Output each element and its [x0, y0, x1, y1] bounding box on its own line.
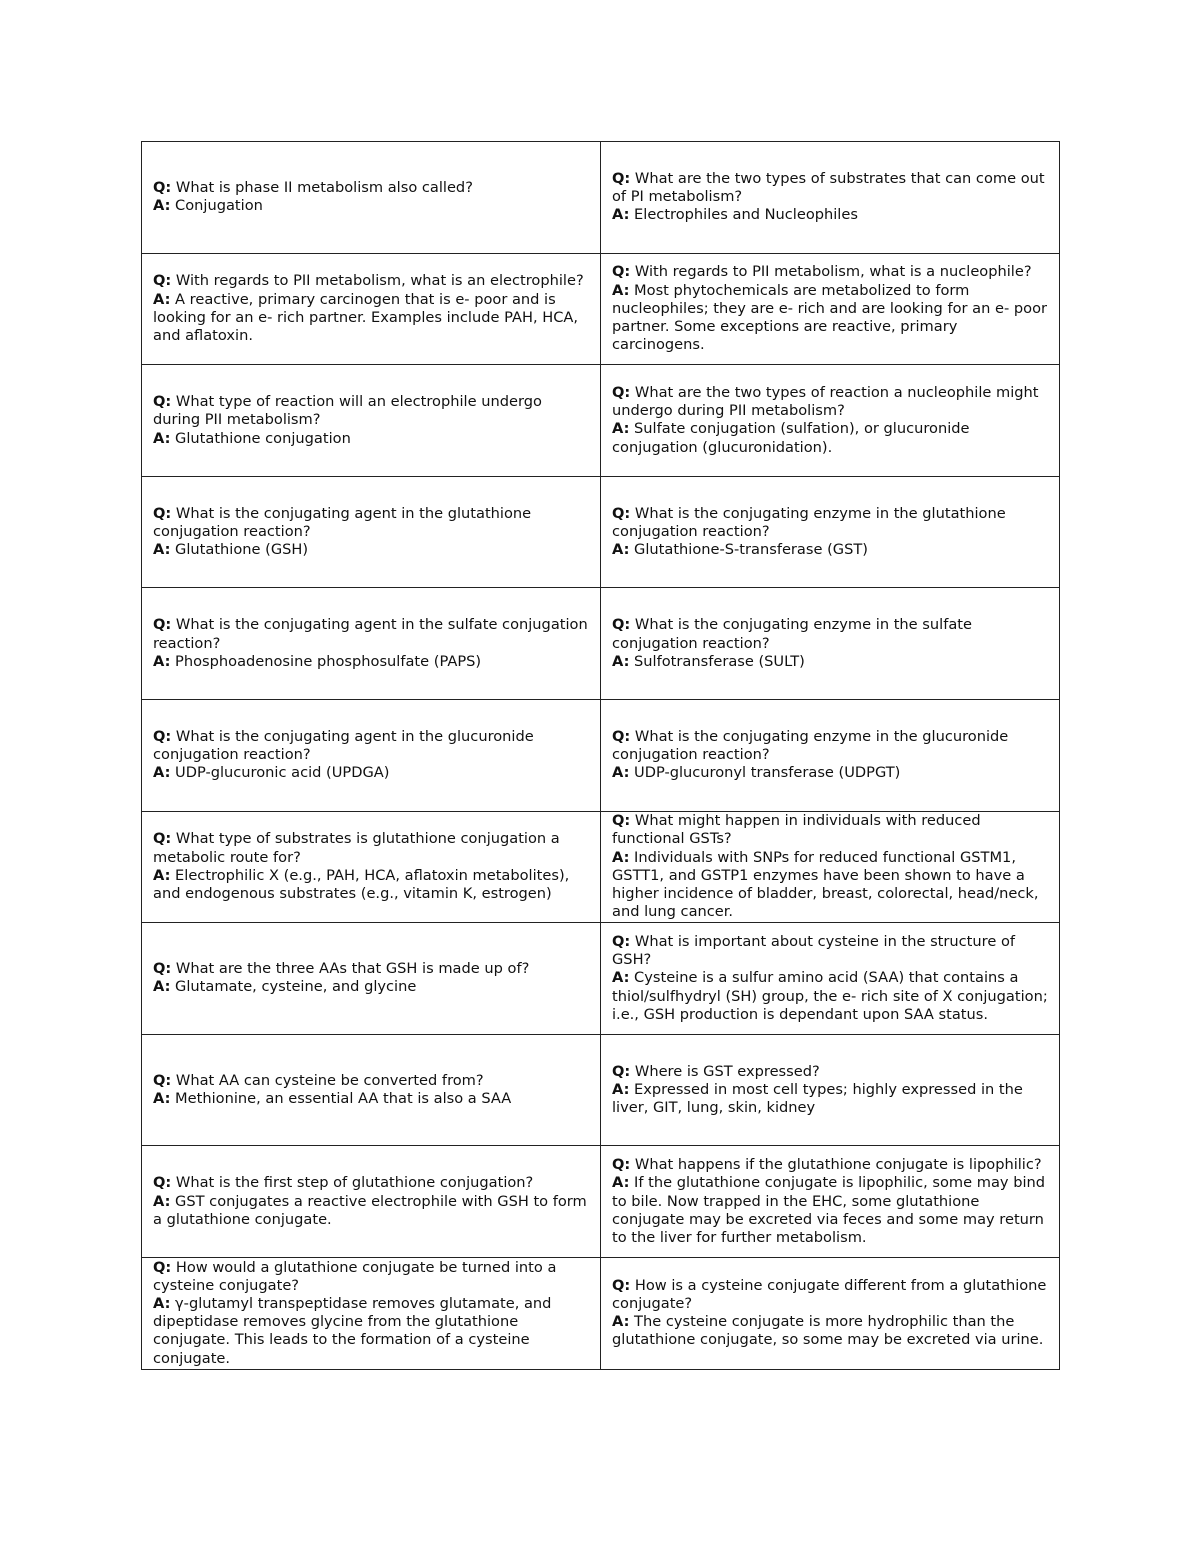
answer [153, 1295, 590, 1368]
answer-text: Most phytochemicals are metabolized to form nucleophiles; they are e- rich and are looking for an e- poor partner. Some exceptions are reactive, primary carcinogens. [612, 281, 1048, 354]
flashcard-cell [601, 142, 1060, 254]
answer [153, 197, 590, 215]
answer-label: A: [153, 866, 171, 884]
question [612, 616, 1049, 652]
answer-label: A: [153, 978, 171, 996]
question-label: Q: [153, 1258, 172, 1276]
answer-text: UDP-glucuronic acid (UPDGA) [175, 764, 390, 782]
question [153, 616, 590, 652]
answer-label: A: [153, 764, 171, 782]
answer-label: A: [153, 290, 171, 308]
answer [612, 420, 1049, 456]
question-text: What is the conjugating enzyme in the sulfate conjugation reaction? [612, 616, 972, 652]
answer-label: A: [153, 652, 171, 670]
question-label: Q: [153, 272, 172, 290]
question-text: What is the conjugating enzyme in the glutathione conjugation reaction? [612, 504, 1006, 540]
answer-text: Expressed in most cell types; highly expressed in the liver, GIT, lung, skin, kidney [612, 1080, 1023, 1117]
answer-text: If the glutathione conjugate is lipophilic, some may bind to bile. Now trapped in the EHC, some glutathione conjugate may be excreted via feces and some may return to the liver for further metabolism. [612, 1174, 1046, 1246]
answer [612, 1174, 1049, 1247]
flashcard-row [142, 1034, 1060, 1146]
answer-label: A: [153, 541, 171, 559]
answer-text: γ-glutamyl transpeptidase removes glutamate, and dipeptidase removes glycine from the glutathione conjugate. This leads to the formation of a cysteine conjugate. [153, 1295, 552, 1367]
question [153, 1072, 590, 1090]
answer-text: Glutamate, cysteine, and glycine [175, 978, 417, 996]
flashcard-row [142, 923, 1060, 1035]
answer-text: Glutathione conjugation [175, 429, 351, 447]
question-label: Q: [612, 1062, 631, 1080]
question-text: What type of substrates is glutathione conjugation a metabolic route for? [153, 830, 560, 866]
answer-label: A: [153, 197, 171, 215]
flashcard-cell [142, 365, 601, 477]
question-text: What is the first step of glutathione conjugation? [175, 1174, 534, 1192]
answer-text: Phosphoadenosine phosphosulfate (PAPS) [175, 652, 482, 670]
question-text: With regards to PII metabolism, what is a nucleophile? [634, 263, 1032, 281]
question-text: What happens if the glutathione conjugate is lipophilic? [634, 1156, 1042, 1174]
question-text: What is important about cysteine in the structure of GSH? [612, 932, 1016, 969]
answer-text: Electrophiles and Nucleophiles [634, 206, 858, 224]
answer [153, 291, 590, 346]
answer-text: GST conjugates a reactive electrophile with GSH to form a glutathione conjugate. [153, 1192, 587, 1228]
answer-text: Cysteine is a sulfur amino acid (SAA) that contains a thiol/sulfhydryl (SH) group, the e- rich site of X conjugation; i.e., GSH production is dependant upon SAA status. [612, 969, 1048, 1023]
answer-label: A: [612, 541, 630, 559]
flashcard-row [142, 253, 1060, 365]
flashcard-table-body [142, 142, 1060, 1370]
answer-label: A: [612, 969, 630, 987]
question [612, 1156, 1049, 1174]
flashcard-row [142, 142, 1060, 254]
question-label: Q: [153, 1071, 172, 1089]
answer [153, 764, 590, 782]
flashcard-cell [142, 476, 601, 588]
answer [153, 867, 590, 903]
question [153, 179, 590, 197]
question [612, 263, 1049, 281]
question-label: Q: [612, 1156, 631, 1174]
question-label: Q: [612, 384, 631, 402]
question-label: Q: [612, 504, 631, 522]
flashcard-row [142, 811, 1060, 923]
flashcard-row [142, 365, 1060, 477]
question [153, 393, 590, 429]
flashcard-cell [142, 1146, 601, 1258]
flashcard-cell [142, 811, 601, 923]
question [612, 505, 1049, 541]
question-text: What are the three AAs that GSH is made up of? [175, 960, 530, 978]
question [612, 1277, 1049, 1313]
answer-label: A: [612, 1080, 630, 1098]
answer-label: A: [153, 1090, 171, 1108]
question-label: Q: [153, 727, 172, 745]
flashcard-cell [601, 1034, 1060, 1146]
answer [612, 541, 1049, 559]
answer-label: A: [612, 420, 630, 438]
answer [612, 206, 1049, 224]
flashcard-row [142, 1146, 1060, 1258]
question-label: Q: [612, 812, 631, 830]
answer [153, 653, 590, 671]
flashcard-cell [601, 811, 1060, 923]
question [153, 830, 590, 866]
answer-label: A: [612, 1174, 630, 1192]
answer-label: A: [612, 206, 630, 224]
flashcard-row [142, 476, 1060, 588]
question [153, 960, 590, 978]
question [612, 933, 1049, 969]
flashcard-cell [142, 699, 601, 811]
question [153, 505, 590, 541]
answer-text: Sulfotransferase (SULT) [634, 652, 805, 670]
flashcard-cell [601, 588, 1060, 700]
question-text: What is the conjugating agent in the glucuronide conjugation reaction? [153, 727, 534, 764]
answer [612, 969, 1049, 1024]
answer-label: A: [612, 652, 630, 670]
question-text: How is a cysteine conjugate different from a glutathione conjugate? [612, 1276, 1047, 1313]
flashcard-row [142, 699, 1060, 811]
answer [612, 653, 1049, 671]
answer-text: Conjugation [175, 197, 263, 215]
question-text: What is the conjugating agent in the sulfate conjugation reaction? [153, 616, 588, 652]
question-text: What are the two types of reaction a nucleophile might undergo during PII metabolism? [612, 384, 1039, 420]
answer [153, 978, 590, 996]
question [153, 1174, 590, 1192]
answer [612, 282, 1049, 355]
flashcard-cell [142, 1034, 601, 1146]
question-text: What is phase II metabolism also called? [175, 179, 473, 197]
question-text: What AA can cysteine be converted from? [175, 1071, 484, 1089]
question [612, 812, 1049, 848]
answer-label: A: [612, 281, 630, 299]
flashcard-cell [142, 588, 601, 700]
question-label: Q: [153, 1174, 172, 1192]
question [153, 728, 590, 764]
flashcard-row [142, 1257, 1060, 1369]
question-label: Q: [612, 616, 631, 634]
answer [612, 1313, 1049, 1349]
question-label: Q: [153, 830, 172, 848]
question-label: Q: [612, 932, 631, 950]
answer [612, 764, 1049, 782]
flashcard-cell [142, 923, 601, 1035]
answer-label: A: [153, 1295, 171, 1313]
answer-label: A: [153, 1192, 171, 1210]
answer-label: A: [153, 429, 171, 447]
flashcard-cell [142, 142, 601, 254]
question-label: Q: [612, 1276, 631, 1294]
question-text: With regards to PII metabolism, what is an electrophile? [175, 272, 584, 290]
question-label: Q: [153, 960, 172, 978]
answer [153, 1193, 590, 1229]
question-text: What is the conjugating agent in the glutathione conjugation reaction? [153, 504, 532, 540]
answer-label: A: [612, 764, 630, 782]
answer-label: A: [612, 848, 630, 866]
answer-text: A reactive, primary carcinogen that is e- poor and is looking for an e- rich partner. Examples include PAH, HCA, and aflatoxin. [153, 290, 579, 345]
answer [153, 430, 590, 448]
question [153, 1259, 590, 1295]
question [612, 384, 1049, 420]
flashcard-cell [601, 1146, 1060, 1258]
question-label: Q: [153, 179, 172, 197]
question-text: Where is GST expressed? [634, 1062, 820, 1080]
flashcard-cell [601, 699, 1060, 811]
question-label: Q: [153, 616, 172, 634]
answer [612, 849, 1049, 922]
question-label: Q: [612, 727, 631, 745]
question-text: What are the two types of substrates that can come out of PI metabolism? [612, 169, 1045, 206]
question-label: Q: [612, 169, 631, 187]
question-text: What is the conjugating enzyme in the glucuronide conjugation reaction? [612, 727, 1009, 764]
question-text: What might happen in individuals with reduced functional GSTs? [612, 812, 981, 848]
question-text: How would a glutathione conjugate be turned into a cysteine conjugate? [153, 1258, 557, 1294]
flashcard-cell [142, 253, 601, 365]
answer-text: Glutathione-S-transferase (GST) [634, 541, 868, 559]
question-label: Q: [612, 263, 631, 281]
answer-text: The cysteine conjugate is more hydrophilic than the glutathione conjugate, so some may be excreted via urine. [612, 1313, 1044, 1349]
question-label: Q: [153, 504, 172, 522]
answer-text: Electrophilic X (e.g., PAH, HCA, aflatoxin metabolites), and endogenous substrates (e.g., vitamin K, estrogen) [153, 866, 570, 903]
answer [153, 1090, 590, 1108]
flashcard-cell [601, 1257, 1060, 1369]
question-label: Q: [153, 393, 172, 411]
answer-text: Methionine, an essential AA that is also a SAA [175, 1090, 512, 1108]
question [612, 728, 1049, 764]
flashcard-table [141, 141, 1060, 1370]
answer-label: A: [612, 1313, 630, 1331]
answer [153, 541, 590, 559]
answer [612, 1081, 1049, 1117]
flashcard-cell [601, 365, 1060, 477]
answer-text: Sulfate conjugation (sulfation), or glucuronide conjugation (glucuronidation). [612, 420, 970, 456]
answer-text: Individuals with SNPs for reduced functional GSTM1, GSTT1, and GSTP1 enzymes have been shown to have a higher incidence of bladder, breast, colorectal, head/neck, and lung cancer. [612, 848, 1039, 921]
flashcard-row [142, 588, 1060, 700]
question [612, 170, 1049, 206]
answer-text: UDP-glucuronyl transferase (UDPGT) [634, 764, 901, 782]
question [612, 1063, 1049, 1081]
question [153, 272, 590, 290]
question-text: What type of reaction will an electrophile undergo during PII metabolism? [153, 393, 542, 429]
flashcard-cell [601, 476, 1060, 588]
flashcard-cell [601, 253, 1060, 365]
answer-text: Glutathione (GSH) [175, 541, 309, 559]
flashcard-cell [601, 923, 1060, 1035]
flashcard-cell [142, 1257, 601, 1369]
